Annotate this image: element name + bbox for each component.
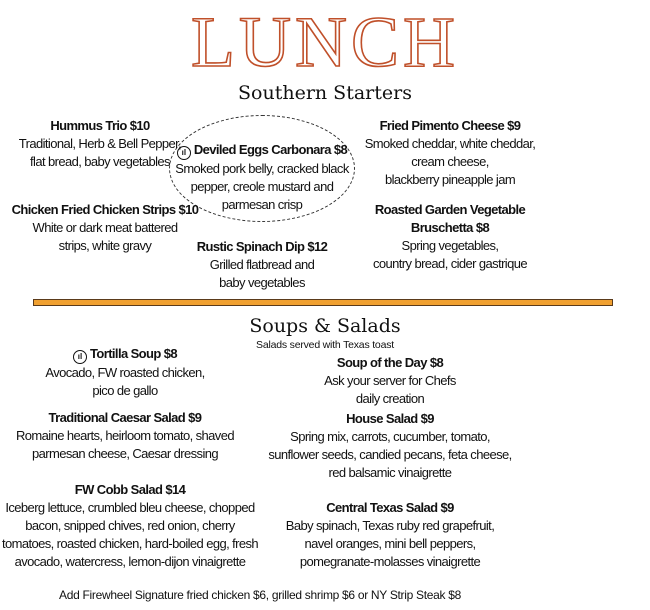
item-name: Soup of the Day $8 (336, 355, 444, 370)
item-desc: sunflower seeds, candied pecans, feta cheese, (268, 447, 512, 462)
item-desc: pepper, creole mustard and (190, 179, 334, 194)
item-name: Traditional Caesar Salad $9 (48, 410, 202, 425)
item-desc: Smoked pork belly, cracked black (175, 161, 349, 176)
item-desc: navel oranges, mini bell peppers, (304, 536, 476, 551)
item-desc: Ask your server for Chefs (324, 373, 456, 388)
item-desc: cream cheese, (411, 154, 489, 169)
menu-item-spinach-dip (112, 238, 412, 292)
item-name: Bruschetta $8 (410, 220, 490, 235)
section-heading-starters: Southern Starters (238, 82, 412, 104)
item-desc: parmesan cheese, Caesar dressing (31, 446, 219, 461)
signature-icon: ıl (177, 146, 191, 160)
item-desc: bacon, snipped chives, red onion, cherry (25, 518, 235, 533)
item-name: Tortilla Soup $8 (90, 346, 177, 361)
item-desc: pomegranate-molasses vinaigrette (299, 554, 481, 569)
item-desc: Traditional, Herb & Bell Pepper, (18, 136, 182, 151)
item-name: Roasted Garden Vegetable (374, 202, 526, 217)
item-name: FW Cobb Salad $14 (74, 482, 186, 497)
menu-item-fried-pimento-cheese (300, 117, 600, 189)
item-desc: Grilled flatbread and (209, 257, 315, 272)
section-heading-soups-salads: Soups & Salads (249, 315, 401, 337)
section-subheading: Salads served with Texas toast (256, 339, 394, 351)
item-desc: blackberry pineapple jam (384, 172, 516, 187)
item-name: House Salad $9 (346, 411, 434, 426)
item-desc: baby vegetables (219, 275, 305, 290)
item-name: Hummus Trio $10 (50, 118, 150, 133)
item-desc: Avocado, FW roasted chicken, (45, 365, 205, 380)
signature-icon: ıl (73, 350, 87, 364)
item-desc: country bread, cider gastrique (373, 256, 527, 271)
item-name: Rustic Spinach Dip $12 (196, 239, 328, 254)
menu-item-house-salad (240, 410, 540, 482)
item-name: Deviled Eggs Carbonara $8 (193, 142, 348, 157)
item-desc: pico de gallo (92, 383, 158, 398)
item-desc: Iceberg lettuce, crumbled bleu cheese, chopped (5, 500, 255, 515)
item-name: Chicken Fried Chicken Strips $10 (11, 202, 199, 217)
item-desc: Smoked cheddar, white cheddar, (364, 136, 536, 151)
menu-item-cobb-salad (0, 481, 280, 571)
item-desc: Spring vegetables, (401, 238, 499, 253)
item-desc: tomatoes, roasted chicken, hard-boiled egg, fresh (1, 536, 259, 551)
item-name: Central Texas Salad $9 (326, 500, 454, 515)
item-desc: Baby spinach, Texas ruby red grapefruit, (285, 518, 495, 533)
item-desc: White or dark meat battered (32, 220, 178, 235)
item-desc: Spring mix, carrots, cucumber, tomato, (290, 429, 490, 444)
add-protein-note: Add Firewheel Signature fried chicken $6, grilled shrimp $6 or NY Strip Steak $8 (59, 588, 461, 602)
menu-item-central-texas-salad (240, 499, 540, 571)
menu-item-soup-of-the-day (240, 354, 540, 408)
item-desc: parmesan crisp (221, 197, 303, 212)
item-desc: avocado, watercress, lemon-dijon vinaigrette (14, 554, 246, 569)
item-desc: daily creation (355, 391, 425, 406)
item-desc: red balsamic vinaigrette (328, 465, 452, 480)
menu-item-caesar-salad (0, 409, 275, 463)
item-desc: strips, white gravy (58, 238, 152, 253)
item-name: Fried Pimento Cheese $9 (379, 118, 521, 133)
item-desc: Romaine hearts, heirloom tomato, shaved (16, 428, 234, 443)
section-divider (33, 299, 613, 306)
menu-title: LUNCH (191, 2, 459, 82)
item-desc: flat bread, baby vegetables (30, 154, 170, 169)
menu-item-tortilla-soup (0, 345, 275, 400)
